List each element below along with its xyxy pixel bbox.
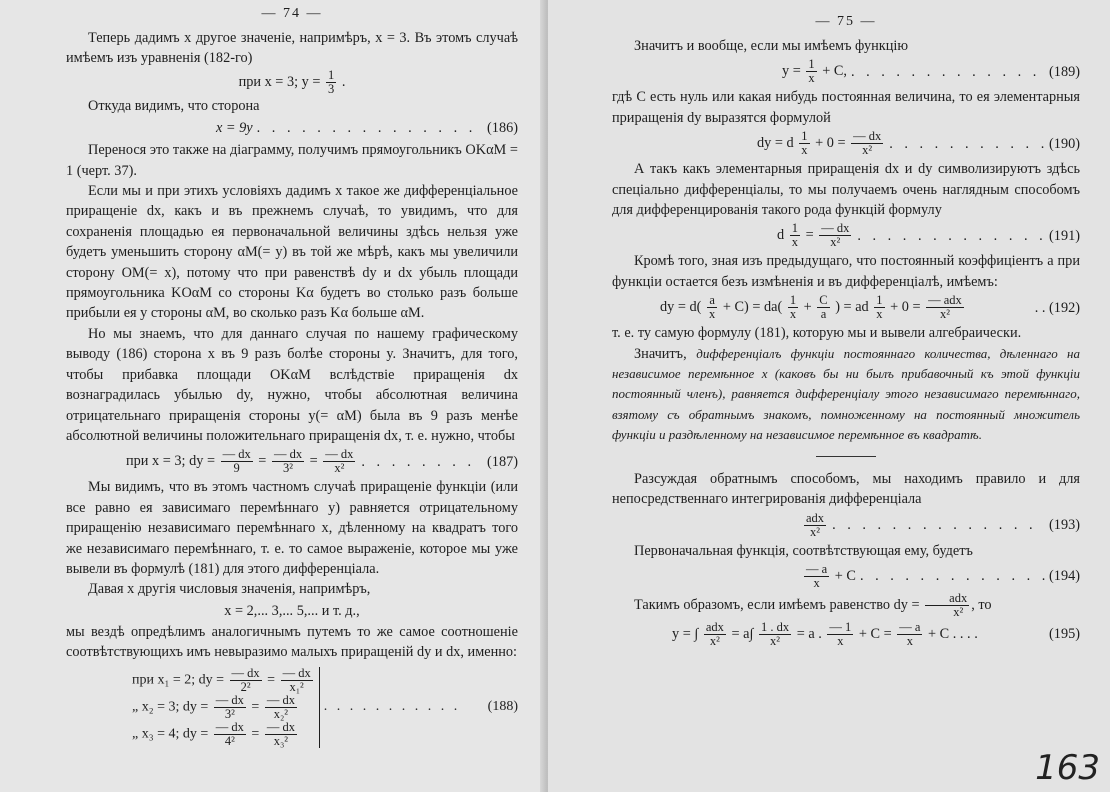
numerator: — dx [222,447,251,462]
eq-expression [660,294,966,321]
leader-dots [832,515,1045,535]
equation-191 [612,222,1080,249]
denominator: 4² [224,733,235,748]
fraction [817,294,829,321]
eq-text: + 0 = [890,299,921,316]
fraction [804,512,826,539]
fraction [214,721,246,748]
denominator: x [813,575,820,590]
eq-text: y = [782,63,801,80]
fraction [788,294,798,321]
fraction [281,667,313,694]
numerator: — dx [325,447,354,462]
equation-number: (186) [487,120,518,137]
equation-187 [66,448,518,475]
denominator: x² [810,524,821,539]
eq-text: ) = ad [835,299,869,316]
eq-expression: при x = 3; dy = $\frac{— dx}{9}$ = $\frac{— dx}{\text{3²}}$ = $\frac{— dx}{\text{x²}}$ [126,447,354,476]
fraction [799,130,809,157]
numerator: — adx [928,293,962,308]
eq-text: y = ∫ [672,625,699,642]
paragraph: Теперь дадимъ x другое значеніе, напримѣръ, x = 3. Въ этомъ случаѣ имѣемъ изъ уравненія (182-го) [66,30,518,67]
equation-190 [612,130,1080,157]
numerator: — dx [282,665,311,680]
eq-text: dy = d [757,135,794,151]
denominator: x₂² [273,706,289,721]
equation-number: (191) [1049,227,1080,244]
eq-expression [777,222,853,249]
leader-dots [857,226,1045,246]
fraction [827,621,853,648]
page-number-right: — 75 — [815,14,877,29]
system-row: при x₁ = 2; dy = $\frac{— dx}{\text{2²}}$ = $\frac{— dx}{\text{x₁²}}$ [132,665,311,694]
page-number-left: — 74 — [261,6,323,21]
denominator: x² [709,633,720,648]
eq-text: + C . . . . [928,625,978,642]
numerator: 1 [791,221,798,236]
leader-dots [860,566,1045,586]
denominator: 3 [328,81,335,96]
equation-number: (195) [1049,626,1080,643]
fraction [265,694,297,721]
eq-text: = a∫ [731,625,754,642]
numerator: — 1 [829,619,852,634]
eq-expression [672,621,978,648]
eq-text: + C) = da( [722,299,783,316]
handwritten-page-number: 163 [1035,748,1100,788]
paragraph: Откуда видимъ, что сторона [88,97,260,114]
equation-number: (189) [1049,63,1080,80]
fraction [851,130,883,157]
equation-number: . . (192) [1034,299,1080,316]
section-divider [816,456,876,457]
denominator: x² [334,461,345,476]
denominator: 3² [224,706,235,721]
equation-193 [612,512,1080,539]
leader-dots: . . . . . . . . . . . [323,699,461,715]
eq-text: „ x₃ = 4; dy = [132,726,209,742]
right-page [548,0,1110,792]
eq-text: + C [834,567,856,584]
equation-values: x = 2,... 3,... 5,... и т. д., [224,602,360,619]
paragraph: гдѣ C есть нуль или какая нибудь постоянная величина, то ея элементарныя приращенія dy выразятся формулой [612,89,1080,126]
equation [66,69,518,96]
fraction [759,621,791,648]
numerator: 1 [876,293,883,308]
denominator: x² [770,633,781,648]
equation-number: (193) [1049,517,1080,533]
fraction [326,69,336,96]
paragraph-italic [612,344,1080,446]
eq-text: „ x₂ = 3; dy = [132,699,209,715]
numerator: 1 . dx [760,619,790,634]
numerator: — dx [821,221,850,236]
equation-number: (194) [1049,568,1080,585]
denominator: a [820,307,827,322]
numerator: — dx [853,129,882,144]
eq-expression [802,563,856,590]
fraction [221,448,253,475]
eq-text: Такимъ образомъ, если имѣемъ равенство dy = [634,596,920,613]
eq-text: x = 9y [216,120,253,137]
eq-text: dy = d( [660,299,702,316]
numerator: 1 [801,129,808,144]
paragraph: А такъ какъ элементарныя приращенія dx и dy символизируютъ здѣсь спеціально дифференціалы, то мы получаемъ очень наглядным способомъ для дифференцированія такого рода функцій формулу [612,161,1080,219]
denominator: x [906,633,913,648]
numerator: — a [806,561,828,576]
equation-system-188 [66,667,518,748]
denominator: x₃² [273,733,289,748]
equation-186 [66,118,518,138]
paragraph: Кромѣ того, зная изъ предыдущаго, что постоянный коэффиціентъ a при функціи остается безъ измѣненія и въ дифференціалѣ, имѣемъ: [612,253,1080,290]
numerator: — dx [215,692,244,707]
denominator: x [791,235,798,250]
fraction [707,294,717,321]
paragraph: мы вездѣ опредѣлимъ аналогичнымъ путемъ то же самое соотношеніе соотвѣтствующихъ имъ невыразимо малыхъ приращеній dy и dx, именно: [66,623,518,661]
paragraph: Но мы знаемъ, что для даннаго случая по нашему графическому выводу (186) сторона x въ 9 разъ болѣе стороны y. Значитъ, для того, чтобы прибавка площади OKαM вслѣдствіе приращенія dx вознаградилась убылью dy, нужно, чтобы абсолютная величина отрицательнаго приращенія стороны y(= αM) была въ 9 разъ менѣе абсолютной величины положительнаго приращенія dx, т. е. нужно, чтобы [66,325,518,444]
numerator: — dx [231,665,260,680]
fraction [804,563,829,590]
eq-text: . [341,73,346,90]
fraction [230,667,262,694]
numerator: 1 [789,293,797,308]
fraction [925,592,969,619]
numerator: — dx [266,719,295,734]
leader-dots [889,134,1045,154]
paragraph: Давая x другія числовыя значенія, напримѣръ, [88,581,371,598]
eq-text: + [803,299,812,316]
equation-192 [612,294,1080,321]
denominator: x² [830,235,841,250]
fraction [704,621,726,648]
eq-text: , то [971,596,992,613]
numerator: a [709,293,715,308]
denominator: 9 [233,461,240,476]
denominator: x [808,71,815,86]
paragraph: т. е. ту самую формулу (181), которую мы и вывели алгебраически. [612,325,1022,342]
eq-expression [802,512,828,539]
denominator: 2² [240,679,251,694]
denominator: x [801,143,808,158]
numerator: 1 [808,57,815,72]
paragraph [612,592,1080,619]
paragraph: Значитъ и вообще, если мы имѣемъ функцію [634,38,909,54]
equation-189 [612,58,1080,85]
fraction [790,222,800,249]
eq-text: при x₁ = 2; dy = [132,672,225,688]
denominator: x [709,307,716,322]
numerator: adx [705,619,724,634]
fraction [806,58,816,85]
denominator: x₁² [289,679,304,694]
denominator: x [876,307,883,322]
leader-dots [361,452,483,472]
numerator: adx [806,510,825,525]
denominator: 3² [283,461,293,476]
eq-text: при x = 3; y = [238,73,321,90]
numerator: 1 [328,67,335,82]
eq-text: + 0 = [815,135,846,151]
equation-number: (187) [487,453,518,470]
paragraph: Мы видимъ, что въ этомъ частномъ случаѣ приращеніе функціи (или все равно ея зависимаго перемѣннаго y) равняется отрицательному приращенію независимаго перемѣннаго x, дѣленному на квадратъ того же независимаго перемѣннаго, т. е. то самое выраженіе, которое мы уже вывели въ формулѣ (181) для этого дифференціала. [66,479,518,577]
paragraph-lead: Значитъ, [634,345,687,362]
eq-text: + C, [822,63,847,80]
denominator: x² [953,604,964,619]
denominator: x [789,307,797,322]
equation-194 [612,563,1080,590]
paragraph: Разсуждая обратнымъ способомъ, мы находимъ правило и для непосредственнаго интегрированія дифференціала [612,470,1080,508]
fraction [819,222,851,249]
eq-text: + C = [858,625,892,642]
fraction [323,448,355,475]
system-row: „ x₂ = 3; dy = $\frac{— dx}{\text{3²}}$ = $\frac{— dx}{\text{x₂²}}$ [132,692,295,721]
eq-expression [782,58,847,85]
eq-text: при x = 3; dy = [126,453,216,470]
eq-text: d [777,227,785,244]
eq-text: = [805,227,814,244]
fraction [214,694,246,721]
fraction [897,621,922,648]
fraction [874,294,884,321]
numerator: C [819,293,828,308]
paragraph: Первоначальная функція, соотвѣтствующая ему, будетъ [634,542,973,559]
numerator: adx [925,592,969,606]
numerator: — a [899,619,921,634]
system-row: „ x₃ = 4; dy = $\frac{— dx}{\text{4²}}$ = $\frac{— dx}{\text{x₃²}}$ [132,719,295,748]
denominator: x² [939,307,950,322]
leader-dots [851,62,1045,82]
denominator: x² [862,143,873,158]
fraction [265,721,297,748]
paragraph: Перенося это также на діаграмму, получимъ прямоугольникъ OKαM = 1 (черт. 37). [66,142,518,179]
fraction [926,294,964,321]
numerator: — dx [273,447,303,462]
paragraph-italic-text: дифференціалъ функціи постояннаго количества, дѣленнаго на независимое перемѣнное x (каковъ бы ни былъ прибавочный къ этой функціи постоянный членъ), равняется дифференціалу этого независимаго перемѣннаго, взятому съ обратнымъ знакомъ, помноженному на постоянный множитель функціи и раздѣленному на независимое перемѣнное въ квадратѣ. [612,345,1081,443]
left-page [0,0,548,792]
equation-number: (190) [1049,135,1080,152]
fraction [272,448,304,475]
denominator: x [837,633,844,648]
numerator: — dx [266,692,295,707]
paragraph: Если мы и при этихъ условіяхъ дадимъ x такое же дифференціальное приращеніе dx, какъ и въ прежнемъ случаѣ, то увидимъ, что для сохраненія площадью ея первоначальной величины здѣсь нельзя уже будетъ уменьшить сторону αM(= y) въ той же мѣрѣ, какъ мы увеличили сторону OM(= x), потому что при равенствѣ dy и dx убыль площади прямоугольника KOαM со стороны Kα будетъ во столько разъ больше прибыли ея у стороны αM, во сколько разъ Kα больше αM. [66,183,518,322]
equation-195 [612,621,1080,648]
eq-expression [757,130,885,157]
leader-dots [257,118,483,138]
eq-text: = a . [796,625,822,642]
equation-number: (188) [487,699,518,715]
system-rows [132,667,320,748]
numerator: — dx [215,719,244,734]
